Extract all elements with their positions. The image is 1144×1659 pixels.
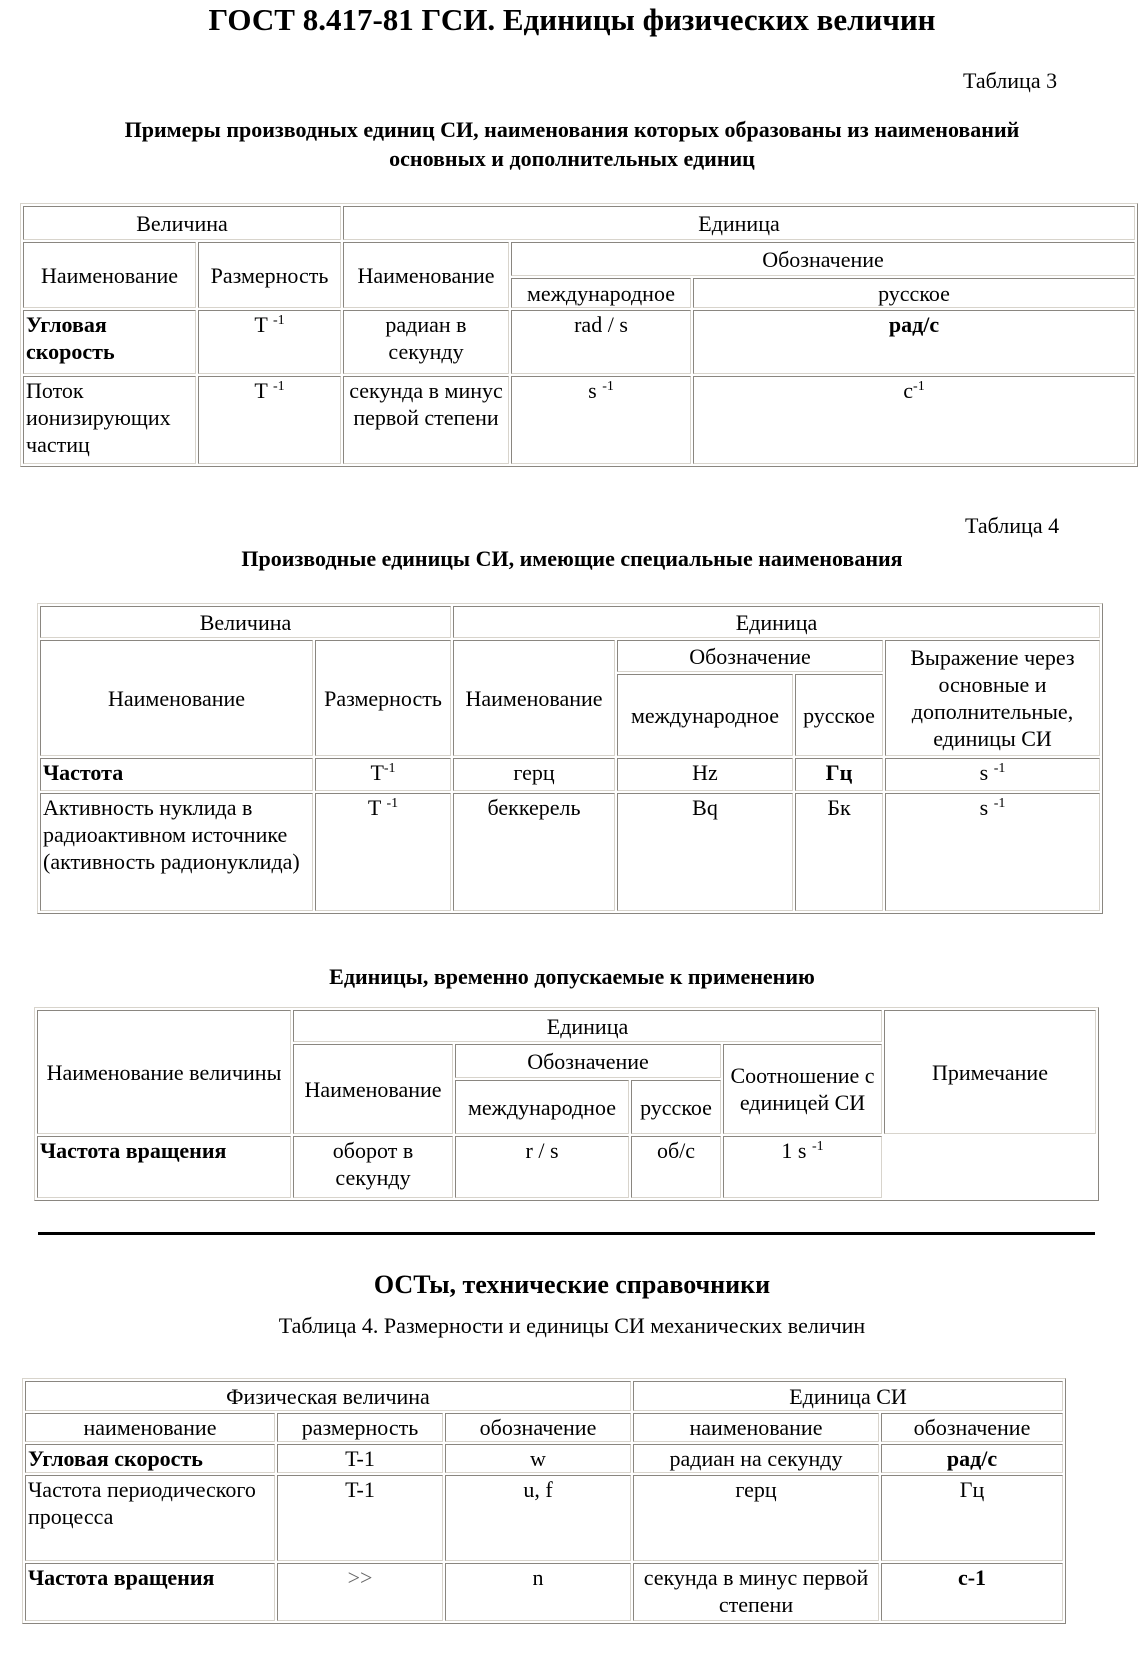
header-russian: русское	[795, 674, 883, 756]
header-unit: Единица	[343, 206, 1135, 240]
dimension	[315, 758, 451, 791]
quantity-name: Угловая скорость	[25, 1444, 275, 1473]
quantity-name: Частота вращения	[37, 1136, 291, 1198]
header-designation: Обозначение	[455, 1044, 721, 1078]
header-designation: Обозначение	[617, 640, 883, 672]
header-expression: Выражение через основные и дополнительные, единицы СИ	[885, 640, 1100, 756]
table4	[37, 603, 1103, 914]
table-row	[25, 1475, 1063, 1561]
quantity-name: Угловая скорость	[23, 310, 196, 374]
header-unit-name: наименование	[633, 1413, 879, 1442]
table5-heading: Единицы, временно допускаемые к применению	[329, 964, 815, 989]
header-russian: русское	[631, 1080, 721, 1134]
quantity-name: Частота вращения	[25, 1563, 275, 1621]
expression-exponent: -1	[993, 761, 1006, 776]
table-row	[25, 1563, 1063, 1621]
quantity-name: Поток ионизирующих частиц	[23, 376, 196, 464]
symbol-exponent: -1	[602, 379, 614, 394]
dimension	[198, 376, 341, 464]
dimension-base: T	[254, 312, 268, 337]
expression-exponent: -1	[993, 796, 1006, 811]
table4-label: Таблица 4	[965, 513, 1060, 538]
symbol: n	[445, 1563, 631, 1621]
header-quantity: Величина	[23, 206, 341, 240]
header-unit-name: Наименование	[293, 1044, 453, 1134]
table6	[22, 1378, 1066, 1624]
russian-symbol: рад/с	[693, 310, 1135, 374]
international-symbol: Bq	[617, 793, 793, 911]
dimension-base: T	[370, 760, 384, 785]
dimension	[198, 310, 341, 374]
table3-heading	[0, 115, 1144, 173]
header-unit-name: Наименование	[453, 640, 615, 756]
header-physical-quantity: Физическая величина	[25, 1381, 631, 1411]
header-note: Примечание	[884, 1010, 1096, 1134]
header-dimension: Размерность	[198, 242, 341, 308]
section-divider	[38, 1232, 1095, 1235]
header-designation: Обозначение	[511, 242, 1135, 276]
symbol-exponent: -1	[913, 379, 925, 394]
quantity-name: Активность нуклида в радиоактивном источнике (активность радионуклида)	[40, 793, 313, 911]
dimension: T-1	[277, 1444, 443, 1473]
unit-name: секунда в минус первой степени	[343, 376, 509, 464]
international-symbol: rad / s	[511, 310, 691, 374]
table5	[34, 1007, 1099, 1201]
international-symbol	[511, 376, 691, 464]
section2-subtitle: Таблица 4. Размерности и единицы СИ механических величин	[278, 1313, 866, 1338]
header-unit: Единица	[453, 606, 1100, 638]
header-russian: русское	[693, 278, 1135, 308]
dimension-exponent: -1	[272, 313, 285, 328]
header-unit-name: Наименование	[343, 242, 509, 308]
unit-name: герц	[633, 1475, 879, 1561]
symbol-base: c	[903, 378, 914, 403]
russian-symbol: Бк	[795, 793, 883, 911]
dimension-exponent: -1	[386, 796, 399, 811]
expression	[885, 758, 1100, 791]
unit-name: оборот в секунду	[293, 1136, 453, 1198]
table4-heading: Производные единицы СИ, имеющие специальные наименования	[241, 546, 903, 571]
note	[884, 1136, 1096, 1198]
header-unit: Единица	[293, 1010, 882, 1042]
header-international: международное	[511, 278, 691, 308]
russian-symbol: об/с	[631, 1136, 721, 1198]
table-row	[23, 310, 1135, 374]
table3-heading-line2: основных и дополнительных единиц	[389, 146, 755, 171]
header-si-unit: Единица СИ	[633, 1381, 1063, 1411]
header-unit-symbol: обозначение	[881, 1413, 1063, 1442]
header-name: Наименование	[40, 640, 313, 756]
symbol: w	[445, 1444, 631, 1473]
table-row	[25, 1444, 1063, 1473]
table-row	[23, 376, 1135, 464]
ratio	[723, 1136, 882, 1198]
table-row	[37, 1136, 1096, 1198]
header-ratio: Соотношение с единицей СИ	[723, 1044, 882, 1134]
header-symbol: обозначение	[445, 1413, 631, 1442]
header-quantity-name: Наименование величины	[37, 1010, 291, 1134]
dimension	[315, 793, 451, 911]
dimension-base: T	[367, 795, 381, 820]
section2-heading: ОСТы, технические справочники	[373, 1270, 771, 1299]
table-row	[40, 793, 1100, 911]
dimension: T-1	[277, 1475, 443, 1561]
quantity-name: Частота периодического процесса	[25, 1475, 275, 1561]
unit-symbol: с-1	[881, 1563, 1063, 1621]
symbol: u, f	[445, 1475, 631, 1561]
expression-base: s	[979, 795, 989, 820]
table3	[20, 203, 1138, 467]
header-dimension: Размерность	[315, 640, 451, 756]
expression-base: s	[979, 760, 989, 785]
table3-heading-line1: Примеры производных единиц СИ, наименования которых образованы из наименований	[124, 117, 1020, 142]
unit-name: радиан в секунду	[343, 310, 509, 374]
header-name: Наименование	[23, 242, 196, 308]
unit-symbol: рад/с	[881, 1444, 1063, 1473]
unit-name: радиан на секунду	[633, 1444, 879, 1473]
unit-name: герц	[453, 758, 615, 791]
dimension-exponent: -1	[272, 379, 285, 394]
russian-symbol	[693, 376, 1135, 464]
russian-symbol: Гц	[795, 758, 883, 791]
symbol-base: s	[588, 378, 597, 403]
dimension-base: T	[254, 378, 268, 403]
ratio-base: 1 s	[781, 1138, 807, 1163]
unit-symbol: Гц	[881, 1475, 1063, 1561]
table-row	[40, 758, 1100, 791]
quantity-name: Частота	[40, 758, 313, 791]
header-quantity: Величина	[40, 606, 451, 638]
unit-name: секунда в минус первой степени	[633, 1563, 879, 1621]
international-symbol: r / s	[455, 1136, 629, 1198]
international-symbol: Hz	[617, 758, 793, 791]
table3-label: Таблица 3	[963, 68, 1058, 93]
ratio-exponent: -1	[811, 1139, 824, 1154]
dimension: >>	[277, 1563, 443, 1621]
unit-name: беккерель	[453, 793, 615, 911]
expression	[885, 793, 1100, 911]
header-name: наименование	[25, 1413, 275, 1442]
page-title: ГОСТ 8.417-81 ГСИ. Единицы физических величин	[208, 2, 936, 37]
header-international: международное	[617, 674, 793, 756]
dimension-exponent: -1	[383, 761, 396, 776]
header-international: международное	[455, 1080, 629, 1134]
header-dimension: размерность	[277, 1413, 443, 1442]
